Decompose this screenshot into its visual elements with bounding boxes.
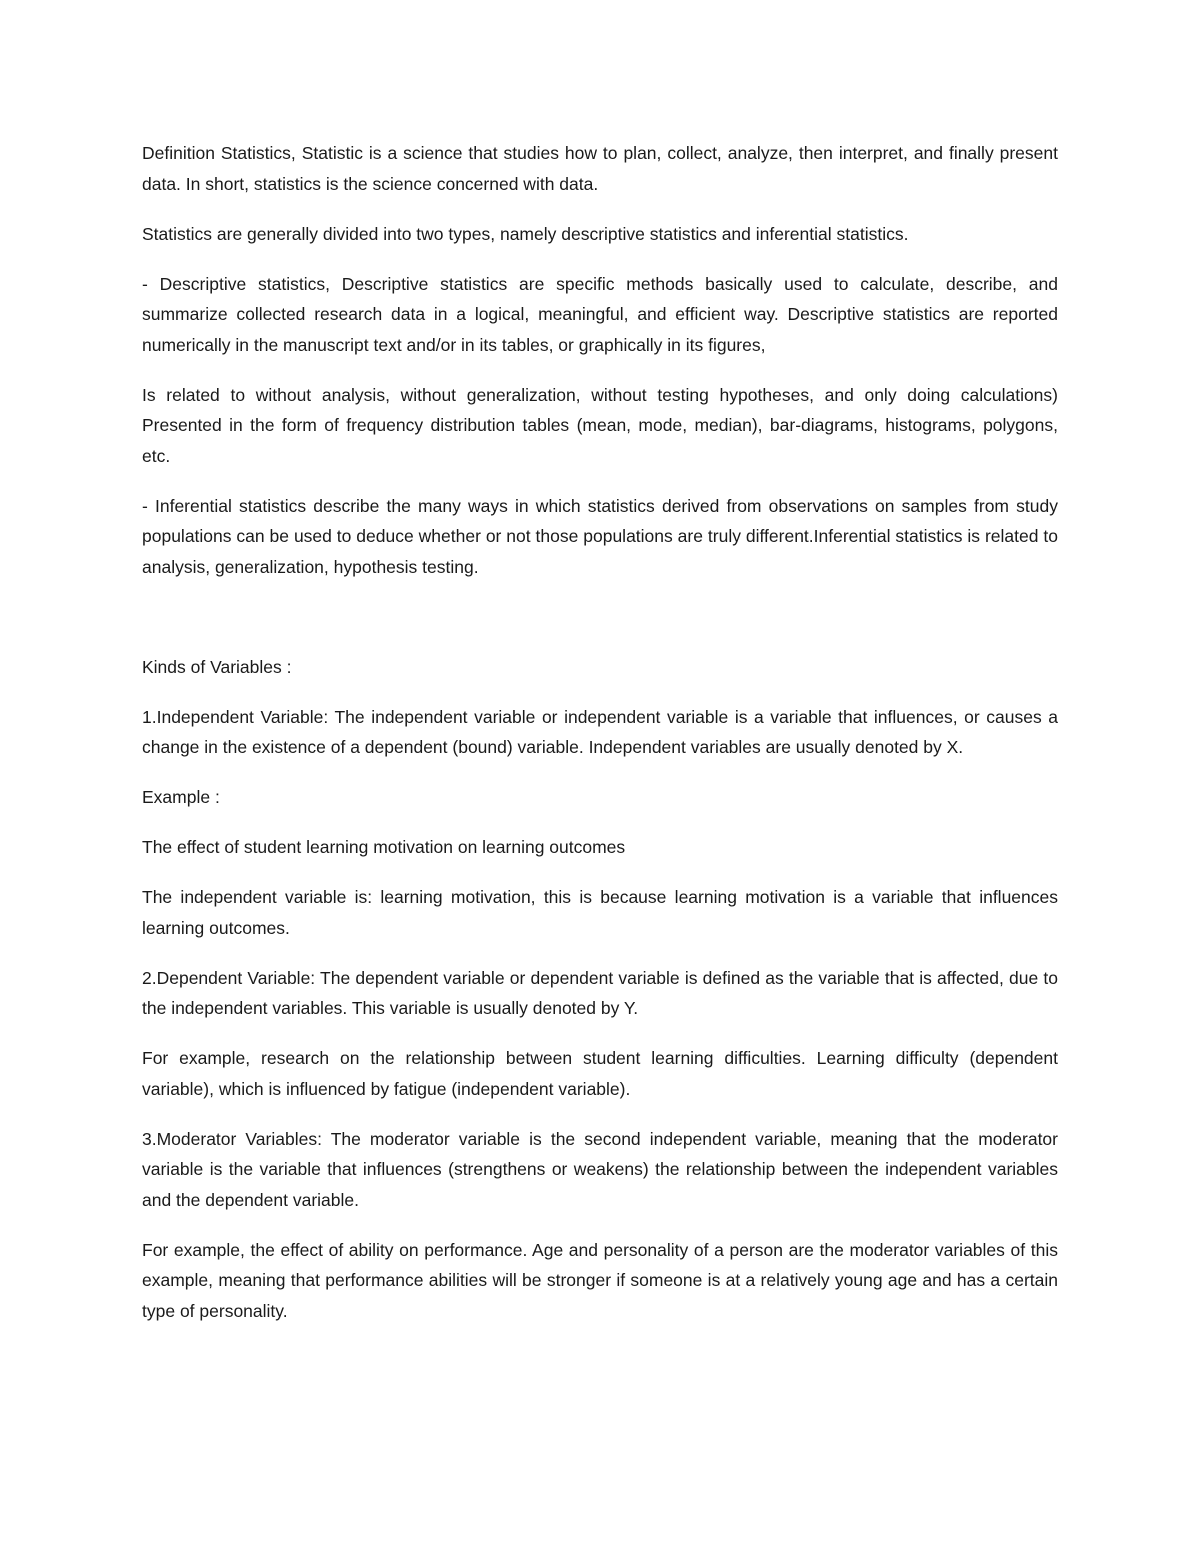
paragraph-independent-variable: 1.Independent Variable: The independent variable or independent variable is a variable that influences, or causes a change in the existence of a dependent (bound) variable. Independent variables are usually denoted by X. bbox=[142, 706, 1058, 757]
paragraph-descriptive: - Descriptive statistics, Descriptive statistics are specific methods basically used to calculate, describe, and summarize collected research data in a logical, meaningful, and efficient way. Descriptive statistics are reported numerically in the manuscript text and/or in its tables, or graphically in its figures, bbox=[142, 273, 1058, 355]
paragraph-dependent-variable: 2.Dependent Variable: The dependent variable or dependent variable is defined as the variable that is affected, due to the independent variables. This variable is usually denoted by Y. bbox=[142, 967, 1058, 1018]
paragraph-descriptive-detail: Is related to without analysis, without generalization, without testing hypotheses, and only doing calculations) Presented in the form of frequency distribution tables (mean, mode, median), bar-diagrams, histograms, polygons, etc. bbox=[142, 384, 1058, 466]
paragraph-inferential: - Inferential statistics describe the many ways in which statistics derived from observations on samples from study populations can be used to deduce whether or not those populations are truly different.Inferential statistics is related to analysis, generalization, hypothesis testing. bbox=[142, 495, 1058, 577]
paragraph-moderator-variable: 3.Moderator Variables: The moderator variable is the second independent variable, meaning that the moderator variable is the variable that influences (strengthens or weakens) the relationship between the independent variables and the dependent variable. bbox=[142, 1128, 1058, 1210]
paragraph-example-title: The effect of student learning motivation on learning outcomes bbox=[142, 837, 626, 857]
paragraph-moderator-example: For example, the effect of ability on performance. Age and personality of a person are the moderator variables of this example, meaning that performance abilities will be stronger if someone is at a relatively young age and has a certain type of personality. bbox=[142, 1239, 1058, 1321]
heading-kinds-of-variables: Kinds of Variables : bbox=[142, 656, 292, 677]
paragraph-definition: Definition Statistics, Statistic is a science that studies how to plan, collect, analyze, then interpret, and finally present data. In short, statistics is the science concerned with data. bbox=[142, 143, 1058, 194]
paragraph-types: Statistics are generally divided into two types, namely descriptive statistics and inferential statistics. bbox=[142, 223, 909, 244]
section-gap bbox=[142, 602, 1058, 652]
paragraph-example-explanation: The independent variable is: learning motivation, this is because learning motivation is a variable that influences learning outcomes. bbox=[142, 887, 1058, 938]
paragraph-dependent-example: For example, research on the relationship between student learning difficulties. Learning difficulty (dependent variable), which is influenced by fatigue (independent variable). bbox=[142, 1048, 1058, 1099]
document-page bbox=[142, 138, 1058, 1346]
label-example: Example : bbox=[142, 787, 220, 807]
